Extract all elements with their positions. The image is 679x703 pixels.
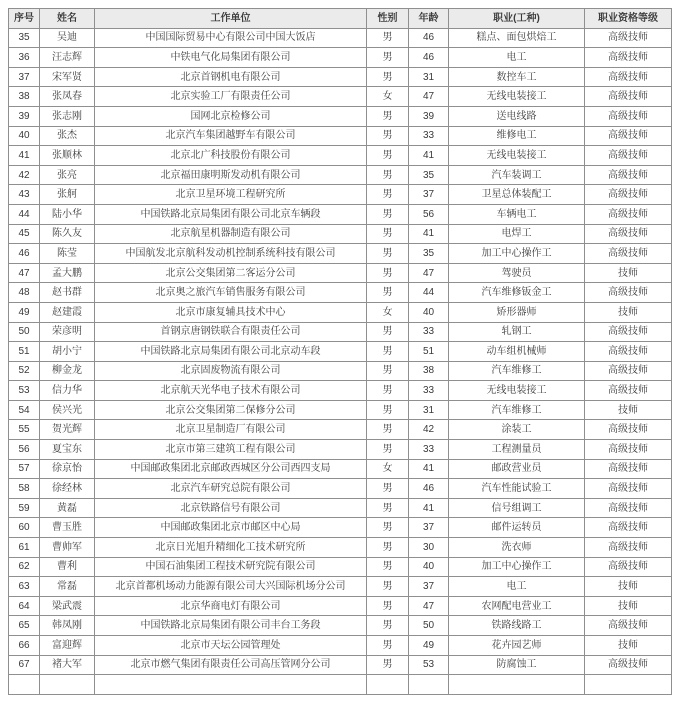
cell-qualification-level: 高级技师 <box>585 48 672 68</box>
table-row <box>9 596 672 616</box>
cell-name: 曹玉胜 <box>40 518 95 538</box>
cell-seq: 58 <box>9 479 40 499</box>
qualification-roster-table <box>8 8 672 695</box>
cell-age: 41 <box>409 459 449 479</box>
cell-work-unit: 北京奥之旅汽车销售服务有限公司 <box>95 283 367 303</box>
cell-qualification-level: 技师 <box>585 302 672 322</box>
cell-seq: 46 <box>9 244 40 264</box>
cell-work-unit: 北京公交集团第二保修分公司 <box>95 400 367 420</box>
table-header <box>9 9 672 29</box>
cell-qualification-level: 高级技师 <box>585 361 672 381</box>
table-row <box>9 283 672 303</box>
table-row <box>9 244 672 264</box>
cell-qualification-level: 高级技师 <box>585 283 672 303</box>
cell-qualification-level: 高级技师 <box>585 538 672 558</box>
cell-gender: 男 <box>367 263 409 283</box>
table-row <box>9 126 672 146</box>
cell-qualification-level: 高级技师 <box>585 655 672 675</box>
cell-seq: 60 <box>9 518 40 538</box>
cell-age: 46 <box>409 479 449 499</box>
cell-seq: 64 <box>9 596 40 616</box>
cell-gender: 男 <box>367 440 409 460</box>
cell-occupation: 农网配电营业工 <box>449 596 585 616</box>
cell-work-unit: 中国石油集团工程技术研究院有限公司 <box>95 557 367 577</box>
cell-occupation: 维修电工 <box>449 126 585 146</box>
cell-work-unit: 中国邮政集团北京邮政西城区分公司西四支局 <box>95 459 367 479</box>
cell-age: 33 <box>409 440 449 460</box>
cell-gender <box>367 675 409 695</box>
table-row <box>9 48 672 68</box>
cell-occupation: 电焊工 <box>449 224 585 244</box>
cell-gender: 男 <box>367 400 409 420</box>
cell-qualification-level: 技师 <box>585 263 672 283</box>
cell-name: 汪志辉 <box>40 48 95 68</box>
column-header-occupation: 职业(工种) <box>449 9 585 29</box>
cell-seq: 67 <box>9 655 40 675</box>
cell-occupation: 邮件运转员 <box>449 518 585 538</box>
table-row <box>9 518 672 538</box>
cell-age: 47 <box>409 596 449 616</box>
cell-qualification-level: 高级技师 <box>585 557 672 577</box>
cell-qualification-level: 高级技师 <box>585 459 672 479</box>
table-row <box>9 146 672 166</box>
cell-qualification-level: 高级技师 <box>585 146 672 166</box>
cell-gender: 男 <box>367 48 409 68</box>
cell-name: 梁武震 <box>40 596 95 616</box>
column-header-qualification-level: 职业资格等级 <box>585 9 672 29</box>
cell-gender: 男 <box>367 224 409 244</box>
cell-seq: 40 <box>9 126 40 146</box>
cell-name: 徐经林 <box>40 479 95 499</box>
cell-age: 47 <box>409 87 449 107</box>
cell-name: 韩凤刚 <box>40 616 95 636</box>
cell-work-unit: 北京首都机场动力能源有限公司大兴国际机场分公司 <box>95 577 367 597</box>
cell-gender: 女 <box>367 87 409 107</box>
table-row <box>9 557 672 577</box>
cell-seq: 49 <box>9 302 40 322</box>
cell-seq: 37 <box>9 67 40 87</box>
cell-gender: 男 <box>367 322 409 342</box>
cell-occupation: 矫形器师 <box>449 302 585 322</box>
table-row <box>9 498 672 518</box>
cell-gender: 男 <box>367 361 409 381</box>
cell-gender: 男 <box>367 420 409 440</box>
cell-qualification-level: 高级技师 <box>585 165 672 185</box>
cell-occupation: 加工中心操作工 <box>449 244 585 264</box>
cell-qualification-level: 技师 <box>585 636 672 656</box>
cell-age: 42 <box>409 420 449 440</box>
cell-age: 37 <box>409 577 449 597</box>
cell-occupation: 汽车装调工 <box>449 165 585 185</box>
column-header-work-unit: 工作单位 <box>95 9 367 29</box>
table-row <box>9 616 672 636</box>
cell-occupation: 糕点、面包烘焙工 <box>449 28 585 48</box>
cell-work-unit: 北京华商电灯有限公司 <box>95 596 367 616</box>
cell-qualification-level: 高级技师 <box>585 185 672 205</box>
cell-gender: 男 <box>367 342 409 362</box>
cell-seq: 42 <box>9 165 40 185</box>
cell-age: 41 <box>409 146 449 166</box>
cell-seq: 48 <box>9 283 40 303</box>
cell-seq: 39 <box>9 106 40 126</box>
cell-occupation: 汽车性能试验工 <box>449 479 585 499</box>
cell-work-unit: 中国铁路北京局集团有限公司北京动车段 <box>95 342 367 362</box>
cell-work-unit: 北京首钢机电有限公司 <box>95 67 367 87</box>
table-row <box>9 440 672 460</box>
cell-work-unit: 北京日光旭升精细化工技术研究所 <box>95 538 367 558</box>
cell-gender: 男 <box>367 204 409 224</box>
cell-name: 宋军贤 <box>40 67 95 87</box>
cell-age: 39 <box>409 106 449 126</box>
cell-gender: 男 <box>367 28 409 48</box>
cell-work-unit: 北京航星机器制造有限公司 <box>95 224 367 244</box>
cell-age: 49 <box>409 636 449 656</box>
cell-work-unit: 中铁电气化局集团有限公司 <box>95 48 367 68</box>
cell-age: 37 <box>409 185 449 205</box>
cell-gender: 男 <box>367 185 409 205</box>
cell-gender: 男 <box>367 67 409 87</box>
cell-gender: 男 <box>367 557 409 577</box>
cell-occupation: 数控车工 <box>449 67 585 87</box>
cell-seq: 52 <box>9 361 40 381</box>
header-row <box>9 9 672 29</box>
cell-qualification-level: 高级技师 <box>585 28 672 48</box>
cell-occupation: 动车组机械师 <box>449 342 585 362</box>
cell-qualification-level: 技师 <box>585 596 672 616</box>
table-row <box>9 420 672 440</box>
cell-gender: 男 <box>367 126 409 146</box>
table-row <box>9 577 672 597</box>
cell-occupation: 花卉园艺师 <box>449 636 585 656</box>
cell-name: 张杰 <box>40 126 95 146</box>
cell-age: 35 <box>409 244 449 264</box>
cell-gender: 男 <box>367 381 409 401</box>
cell-gender: 男 <box>367 636 409 656</box>
table-row <box>9 381 672 401</box>
cell-qualification-level: 高级技师 <box>585 518 672 538</box>
cell-name: 徐京怡 <box>40 459 95 479</box>
cell-name <box>40 675 95 695</box>
cell-occupation: 车辆电工 <box>449 204 585 224</box>
cell-work-unit: 中国铁路北京局集团有限公司北京车辆段 <box>95 204 367 224</box>
cell-seq: 55 <box>9 420 40 440</box>
cell-qualification-level: 高级技师 <box>585 87 672 107</box>
cell-occupation: 电工 <box>449 48 585 68</box>
cell-name: 侯兴光 <box>40 400 95 420</box>
table-row <box>9 263 672 283</box>
table-row <box>9 342 672 362</box>
cell-name: 常磊 <box>40 577 95 597</box>
table-row <box>9 106 672 126</box>
cell-name: 张顺林 <box>40 146 95 166</box>
cell-occupation: 加工中心操作工 <box>449 557 585 577</box>
cell-gender: 男 <box>367 616 409 636</box>
cell-seq: 53 <box>9 381 40 401</box>
cell-name: 陆小华 <box>40 204 95 224</box>
cell-seq: 63 <box>9 577 40 597</box>
cell-age: 30 <box>409 538 449 558</box>
cell-seq: 38 <box>9 87 40 107</box>
cell-occupation: 无线电装接工 <box>449 146 585 166</box>
cell-name: 赵建霞 <box>40 302 95 322</box>
table-row <box>9 459 672 479</box>
cell-gender: 男 <box>367 146 409 166</box>
cell-work-unit: 中国邮政集团北京市邮区中心局 <box>95 518 367 538</box>
cell-name: 孟大鹏 <box>40 263 95 283</box>
cell-occupation: 涂装工 <box>449 420 585 440</box>
cell-seq: 43 <box>9 185 40 205</box>
cell-occupation: 汽车维修工 <box>449 400 585 420</box>
cell-name: 贺光辉 <box>40 420 95 440</box>
cell-seq: 51 <box>9 342 40 362</box>
cell-age: 40 <box>409 302 449 322</box>
cell-age: 41 <box>409 224 449 244</box>
cell-gender: 男 <box>367 165 409 185</box>
cell-work-unit: 中国国际贸易中心有限公司中国大饭店 <box>95 28 367 48</box>
cell-qualification-level: 高级技师 <box>585 342 672 362</box>
cell-seq: 62 <box>9 557 40 577</box>
cell-name: 褚大军 <box>40 655 95 675</box>
cell-gender: 男 <box>367 283 409 303</box>
cell-qualification-level: 高级技师 <box>585 204 672 224</box>
cell-seq: 35 <box>9 28 40 48</box>
cell-age: 56 <box>409 204 449 224</box>
column-header-age: 年龄 <box>409 9 449 29</box>
cell-occupation: 轧钢工 <box>449 322 585 342</box>
cell-gender: 男 <box>367 518 409 538</box>
cell-work-unit: 北京卫星环境工程研究所 <box>95 185 367 205</box>
cell-qualification-level: 高级技师 <box>585 616 672 636</box>
cell-age: 46 <box>409 28 449 48</box>
cell-qualification-level: 技师 <box>585 400 672 420</box>
cell-gender: 女 <box>367 302 409 322</box>
table-row <box>9 302 672 322</box>
cell-occupation: 卫星总体装配工 <box>449 185 585 205</box>
cell-age: 46 <box>409 48 449 68</box>
cell-age: 31 <box>409 400 449 420</box>
table-row <box>9 400 672 420</box>
cell-occupation: 邮政营业员 <box>449 459 585 479</box>
cell-age: 51 <box>409 342 449 362</box>
cell-work-unit: 北京福田康明斯发动机有限公司 <box>95 165 367 185</box>
cell-qualification-level: 高级技师 <box>585 440 672 460</box>
column-header-seq: 序号 <box>9 9 40 29</box>
table-row <box>9 655 672 675</box>
cell-age: 33 <box>409 126 449 146</box>
cell-name: 陈莹 <box>40 244 95 264</box>
cell-gender: 男 <box>367 498 409 518</box>
cell-seq: 66 <box>9 636 40 656</box>
cell-gender: 男 <box>367 577 409 597</box>
cell-work-unit: 北京市康复辅具技术中心 <box>95 302 367 322</box>
cell-name: 黄磊 <box>40 498 95 518</box>
cell-age: 38 <box>409 361 449 381</box>
cell-occupation: 信号组调工 <box>449 498 585 518</box>
table-row <box>9 322 672 342</box>
cell-seq: 41 <box>9 146 40 166</box>
cell-age: 47 <box>409 263 449 283</box>
cell-occupation: 无线电装接工 <box>449 381 585 401</box>
cell-age: 44 <box>409 283 449 303</box>
cell-seq: 47 <box>9 263 40 283</box>
cell-qualification-level: 高级技师 <box>585 479 672 499</box>
cell-qualification-level: 高级技师 <box>585 106 672 126</box>
cell-work-unit: 中国铁路北京局集团有限公司丰台工务段 <box>95 616 367 636</box>
cell-occupation: 汽车维修工 <box>449 361 585 381</box>
cell-age: 33 <box>409 381 449 401</box>
cell-name: 吴迪 <box>40 28 95 48</box>
cell-work-unit: 北京固废物流有限公司 <box>95 361 367 381</box>
cell-name: 柳金龙 <box>40 361 95 381</box>
cell-age: 33 <box>409 322 449 342</box>
cell-occupation: 驾驶员 <box>449 263 585 283</box>
cell-qualification-level: 高级技师 <box>585 381 672 401</box>
cell-occupation: 电工 <box>449 577 585 597</box>
cell-work-unit: 北京市第三建筑工程有限公司 <box>95 440 367 460</box>
cell-seq: 61 <box>9 538 40 558</box>
cell-seq <box>9 675 40 695</box>
table-row <box>9 67 672 87</box>
cell-seq: 50 <box>9 322 40 342</box>
table-row <box>9 538 672 558</box>
table-row <box>9 636 672 656</box>
cell-work-unit: 国网北京检修公司 <box>95 106 367 126</box>
cell-work-unit: 北京实验工厂有限责任公司 <box>95 87 367 107</box>
cell-gender: 男 <box>367 479 409 499</box>
cell-seq: 45 <box>9 224 40 244</box>
cell-name: 富迎辉 <box>40 636 95 656</box>
cell-work-unit: 北京市燃气集团有限责任公司高压管网分公司 <box>95 655 367 675</box>
table-row <box>9 204 672 224</box>
cell-age <box>409 675 449 695</box>
cell-gender: 女 <box>367 459 409 479</box>
table-row <box>9 361 672 381</box>
cell-seq: 56 <box>9 440 40 460</box>
cell-age: 53 <box>409 655 449 675</box>
cell-gender: 男 <box>367 106 409 126</box>
table-row <box>9 224 672 244</box>
cell-work-unit <box>95 675 367 695</box>
cell-work-unit: 中国航发北京航科发动机控制系统科技有限公司 <box>95 244 367 264</box>
cell-occupation: 洗衣师 <box>449 538 585 558</box>
cell-name: 荣彦明 <box>40 322 95 342</box>
cell-occupation: 送电线路 <box>449 106 585 126</box>
table-row <box>9 28 672 48</box>
cell-occupation: 防腐蚀工 <box>449 655 585 675</box>
cell-occupation: 铁路线路工 <box>449 616 585 636</box>
table-row <box>9 479 672 499</box>
cell-gender: 男 <box>367 538 409 558</box>
cell-name: 张舸 <box>40 185 95 205</box>
cell-seq: 36 <box>9 48 40 68</box>
empty-row <box>9 675 672 695</box>
cell-age: 35 <box>409 165 449 185</box>
cell-age: 37 <box>409 518 449 538</box>
cell-name: 陈久友 <box>40 224 95 244</box>
cell-qualification-level: 高级技师 <box>585 420 672 440</box>
cell-name: 赵书群 <box>40 283 95 303</box>
cell-work-unit: 北京航天光华电子技术有限公司 <box>95 381 367 401</box>
table-body <box>9 28 672 694</box>
cell-gender: 男 <box>367 596 409 616</box>
column-header-name: 姓名 <box>40 9 95 29</box>
cell-seq: 54 <box>9 400 40 420</box>
cell-name: 张志刚 <box>40 106 95 126</box>
cell-name: 张凤春 <box>40 87 95 107</box>
cell-name: 曹帅军 <box>40 538 95 558</box>
table-row <box>9 185 672 205</box>
cell-work-unit: 北京公交集团第二客运分公司 <box>95 263 367 283</box>
cell-age: 50 <box>409 616 449 636</box>
cell-qualification-level <box>585 675 672 695</box>
cell-occupation: 工程测量员 <box>449 440 585 460</box>
cell-qualification-level: 高级技师 <box>585 322 672 342</box>
column-header-gender: 性别 <box>367 9 409 29</box>
cell-occupation <box>449 675 585 695</box>
cell-qualification-level: 高级技师 <box>585 498 672 518</box>
cell-age: 31 <box>409 67 449 87</box>
cell-age: 40 <box>409 557 449 577</box>
table-row <box>9 165 672 185</box>
cell-age: 41 <box>409 498 449 518</box>
cell-gender: 男 <box>367 244 409 264</box>
cell-work-unit: 北京北广科技股份有限公司 <box>95 146 367 166</box>
cell-occupation: 汽车维修钣金工 <box>449 283 585 303</box>
cell-qualification-level: 技师 <box>585 577 672 597</box>
cell-seq: 59 <box>9 498 40 518</box>
cell-name: 夏宝东 <box>40 440 95 460</box>
cell-seq: 57 <box>9 459 40 479</box>
table-row <box>9 87 672 107</box>
cell-work-unit: 北京市天坛公园管理处 <box>95 636 367 656</box>
cell-qualification-level: 高级技师 <box>585 126 672 146</box>
cell-qualification-level: 高级技师 <box>585 224 672 244</box>
cell-seq: 65 <box>9 616 40 636</box>
cell-seq: 44 <box>9 204 40 224</box>
cell-qualification-level: 高级技师 <box>585 244 672 264</box>
cell-work-unit: 北京卫星制造厂有限公司 <box>95 420 367 440</box>
cell-name: 张亮 <box>40 165 95 185</box>
cell-work-unit: 北京汽车集团越野车有限公司 <box>95 126 367 146</box>
cell-name: 信力华 <box>40 381 95 401</box>
cell-name: 曹利 <box>40 557 95 577</box>
cell-qualification-level: 高级技师 <box>585 67 672 87</box>
cell-gender: 男 <box>367 655 409 675</box>
cell-name: 胡小宁 <box>40 342 95 362</box>
cell-work-unit: 首钢京唐钢铁联合有限责任公司 <box>95 322 367 342</box>
cell-occupation: 无线电装接工 <box>449 87 585 107</box>
cell-work-unit: 北京铁路信号有限公司 <box>95 498 367 518</box>
cell-work-unit: 北京汽车研究总院有限公司 <box>95 479 367 499</box>
